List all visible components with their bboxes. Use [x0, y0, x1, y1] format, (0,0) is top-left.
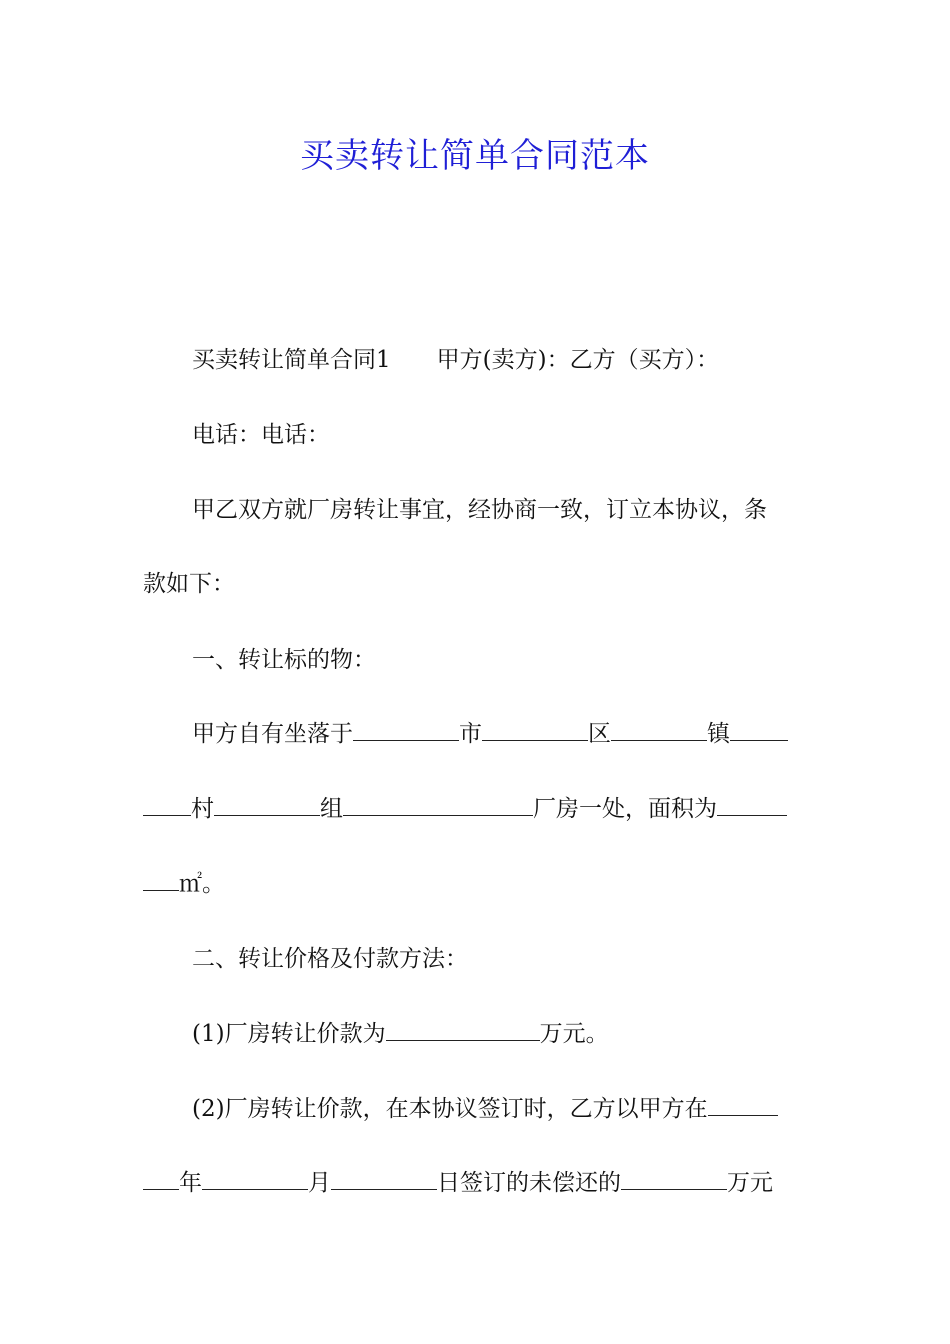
- section-1-heading: 一、转让标的物：: [192, 647, 376, 673]
- group-blank: [214, 795, 320, 816]
- city-blank: [353, 720, 459, 741]
- section-2-para-1: [143, 1019, 808, 1049]
- group-label: 组: [320, 796, 343, 822]
- village-label: 村: [191, 796, 214, 822]
- village-blank-end: [143, 795, 191, 816]
- area-label: 厂房一处，面积为: [533, 796, 717, 822]
- year-blank-start: [708, 1095, 778, 1116]
- section-2-para-2-line-2: [143, 1168, 808, 1198]
- document-title: 买卖转让简单合同范本: [300, 136, 650, 176]
- price-label: (1)厂房转让价款为: [192, 1021, 386, 1047]
- parties-label: 甲方(卖方)：乙方（买方）：: [436, 347, 720, 373]
- year-blank-end: [143, 1169, 179, 1190]
- amount-unit: 万元: [727, 1170, 773, 1196]
- day-label: 日签订的未偿还的: [437, 1170, 621, 1196]
- contract-number-label: 买卖转让简单合同1: [192, 347, 391, 373]
- district-label: 区: [588, 721, 611, 747]
- price-unit: 万元。: [539, 1021, 609, 1047]
- town-blank: [611, 720, 707, 741]
- location-label: 甲方自有坐落于: [192, 721, 353, 747]
- day-blank: [331, 1169, 437, 1190]
- intro-line-2: 款如下：: [143, 571, 235, 597]
- amount-blank: [621, 1169, 727, 1190]
- village-blank-start: [730, 720, 788, 741]
- month-blank: [202, 1169, 308, 1190]
- phone-line: 电话：电话：: [192, 422, 330, 448]
- section-1-line-1: [143, 719, 808, 749]
- section-1-line-2: [143, 794, 808, 824]
- area-unit: ㎡。: [179, 871, 225, 897]
- plant-blank: [343, 795, 533, 816]
- payment-text: (2)厂房转让价款，在本协议签订时，乙方以甲方在: [192, 1096, 708, 1122]
- area-blank-start: [717, 795, 787, 816]
- party-line: [143, 345, 808, 375]
- month-label: 月: [308, 1170, 331, 1196]
- price-blank: [386, 1020, 540, 1041]
- section-2-para-2-line-1: [143, 1094, 808, 1124]
- year-label: 年: [179, 1170, 202, 1196]
- section-2-heading: 二、转让价格及付款方法：: [192, 946, 468, 972]
- district-blank: [482, 720, 588, 741]
- intro-line-1: 甲乙双方就厂房转让事宜，经协商一致，订立本协议，条: [192, 497, 767, 523]
- section-1-line-3: [143, 869, 808, 899]
- town-label: 镇: [707, 721, 730, 747]
- area-blank-end: [143, 870, 179, 891]
- city-label: 市: [459, 721, 482, 747]
